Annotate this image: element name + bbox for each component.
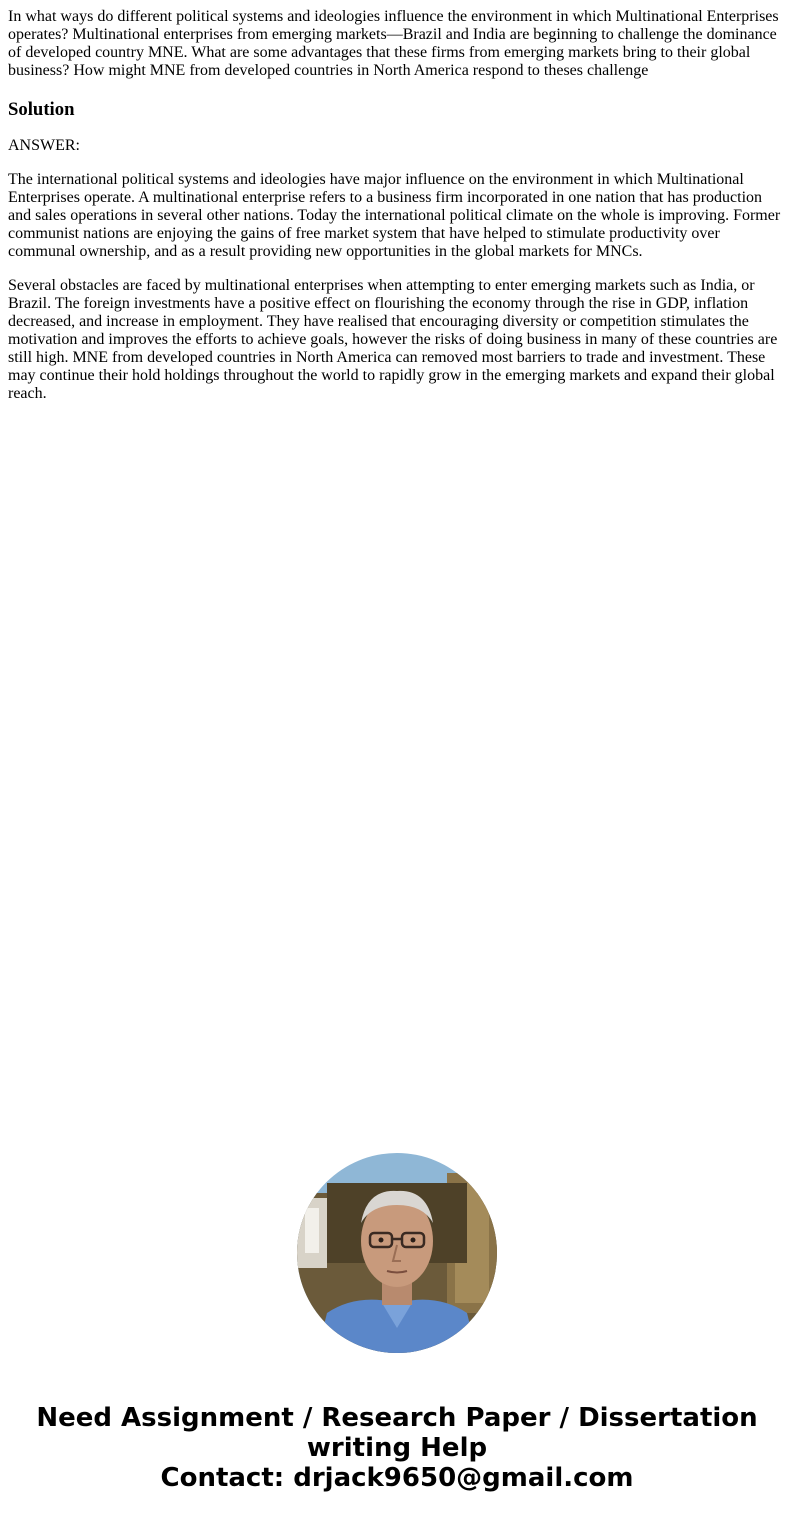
document-body: [0, 0, 794, 403]
avatar: [297, 1153, 497, 1353]
solution-heading: Solution: [8, 99, 75, 120]
answer-label: ANSWER:: [8, 137, 80, 154]
footer-line-2: writing Help: [306, 1433, 488, 1463]
author-photo: [297, 1153, 497, 1353]
contact-banner: [0, 1403, 794, 1493]
footer-contact: Contact: drjack9650@gmail.com: [160, 1463, 634, 1493]
answer-paragraph-1: The international political systems and ideologies have major influence on the environment in which Multinational Enterprises operate. A multinational enterprise refers to a business firm incorporated in one nation that has production and sales operations in several other nations. Today the international political climate on the whole is improving. Former communist nations are enjoying the gains of free market system that have helped to stimulate productivity over communal ownership, and as a result providing new opportunities in the global markets for MNCs.: [8, 171, 781, 260]
question-text: In what ways do different political systems and ideologies influence the environment in which Multinational Enterprises operates? Multinational enterprises from emerging markets—Brazil and India are beginning to challenge the dominance of developed country MNE. What are some advantages that these firms from emerging markets bring to their global business? How might MNE from developed countries in North America respond to theses challenge: [8, 8, 779, 79]
answer-paragraph-2: Several obstacles are faced by multinational enterprises when attempting to enter emerging markets such as India, or Brazil. The foreign investments have a positive effect on flourishing the economy through the rise in GDP, inflation decreased, and increase in employment. They have realised that encouraging diversity or competition stimulates the motivation and improves the efforts to achieve goals, however the risks of doing business in many of these countries are still high. MNE from developed countries in North America can removed most barriers to trade and investment. These may continue their hold holdings throughout the world to rapidly grow in the emerging markets and expand their global reach.: [8, 277, 778, 402]
footer-line-1: Need Assignment / Research Paper / Dissertation: [36, 1403, 758, 1433]
